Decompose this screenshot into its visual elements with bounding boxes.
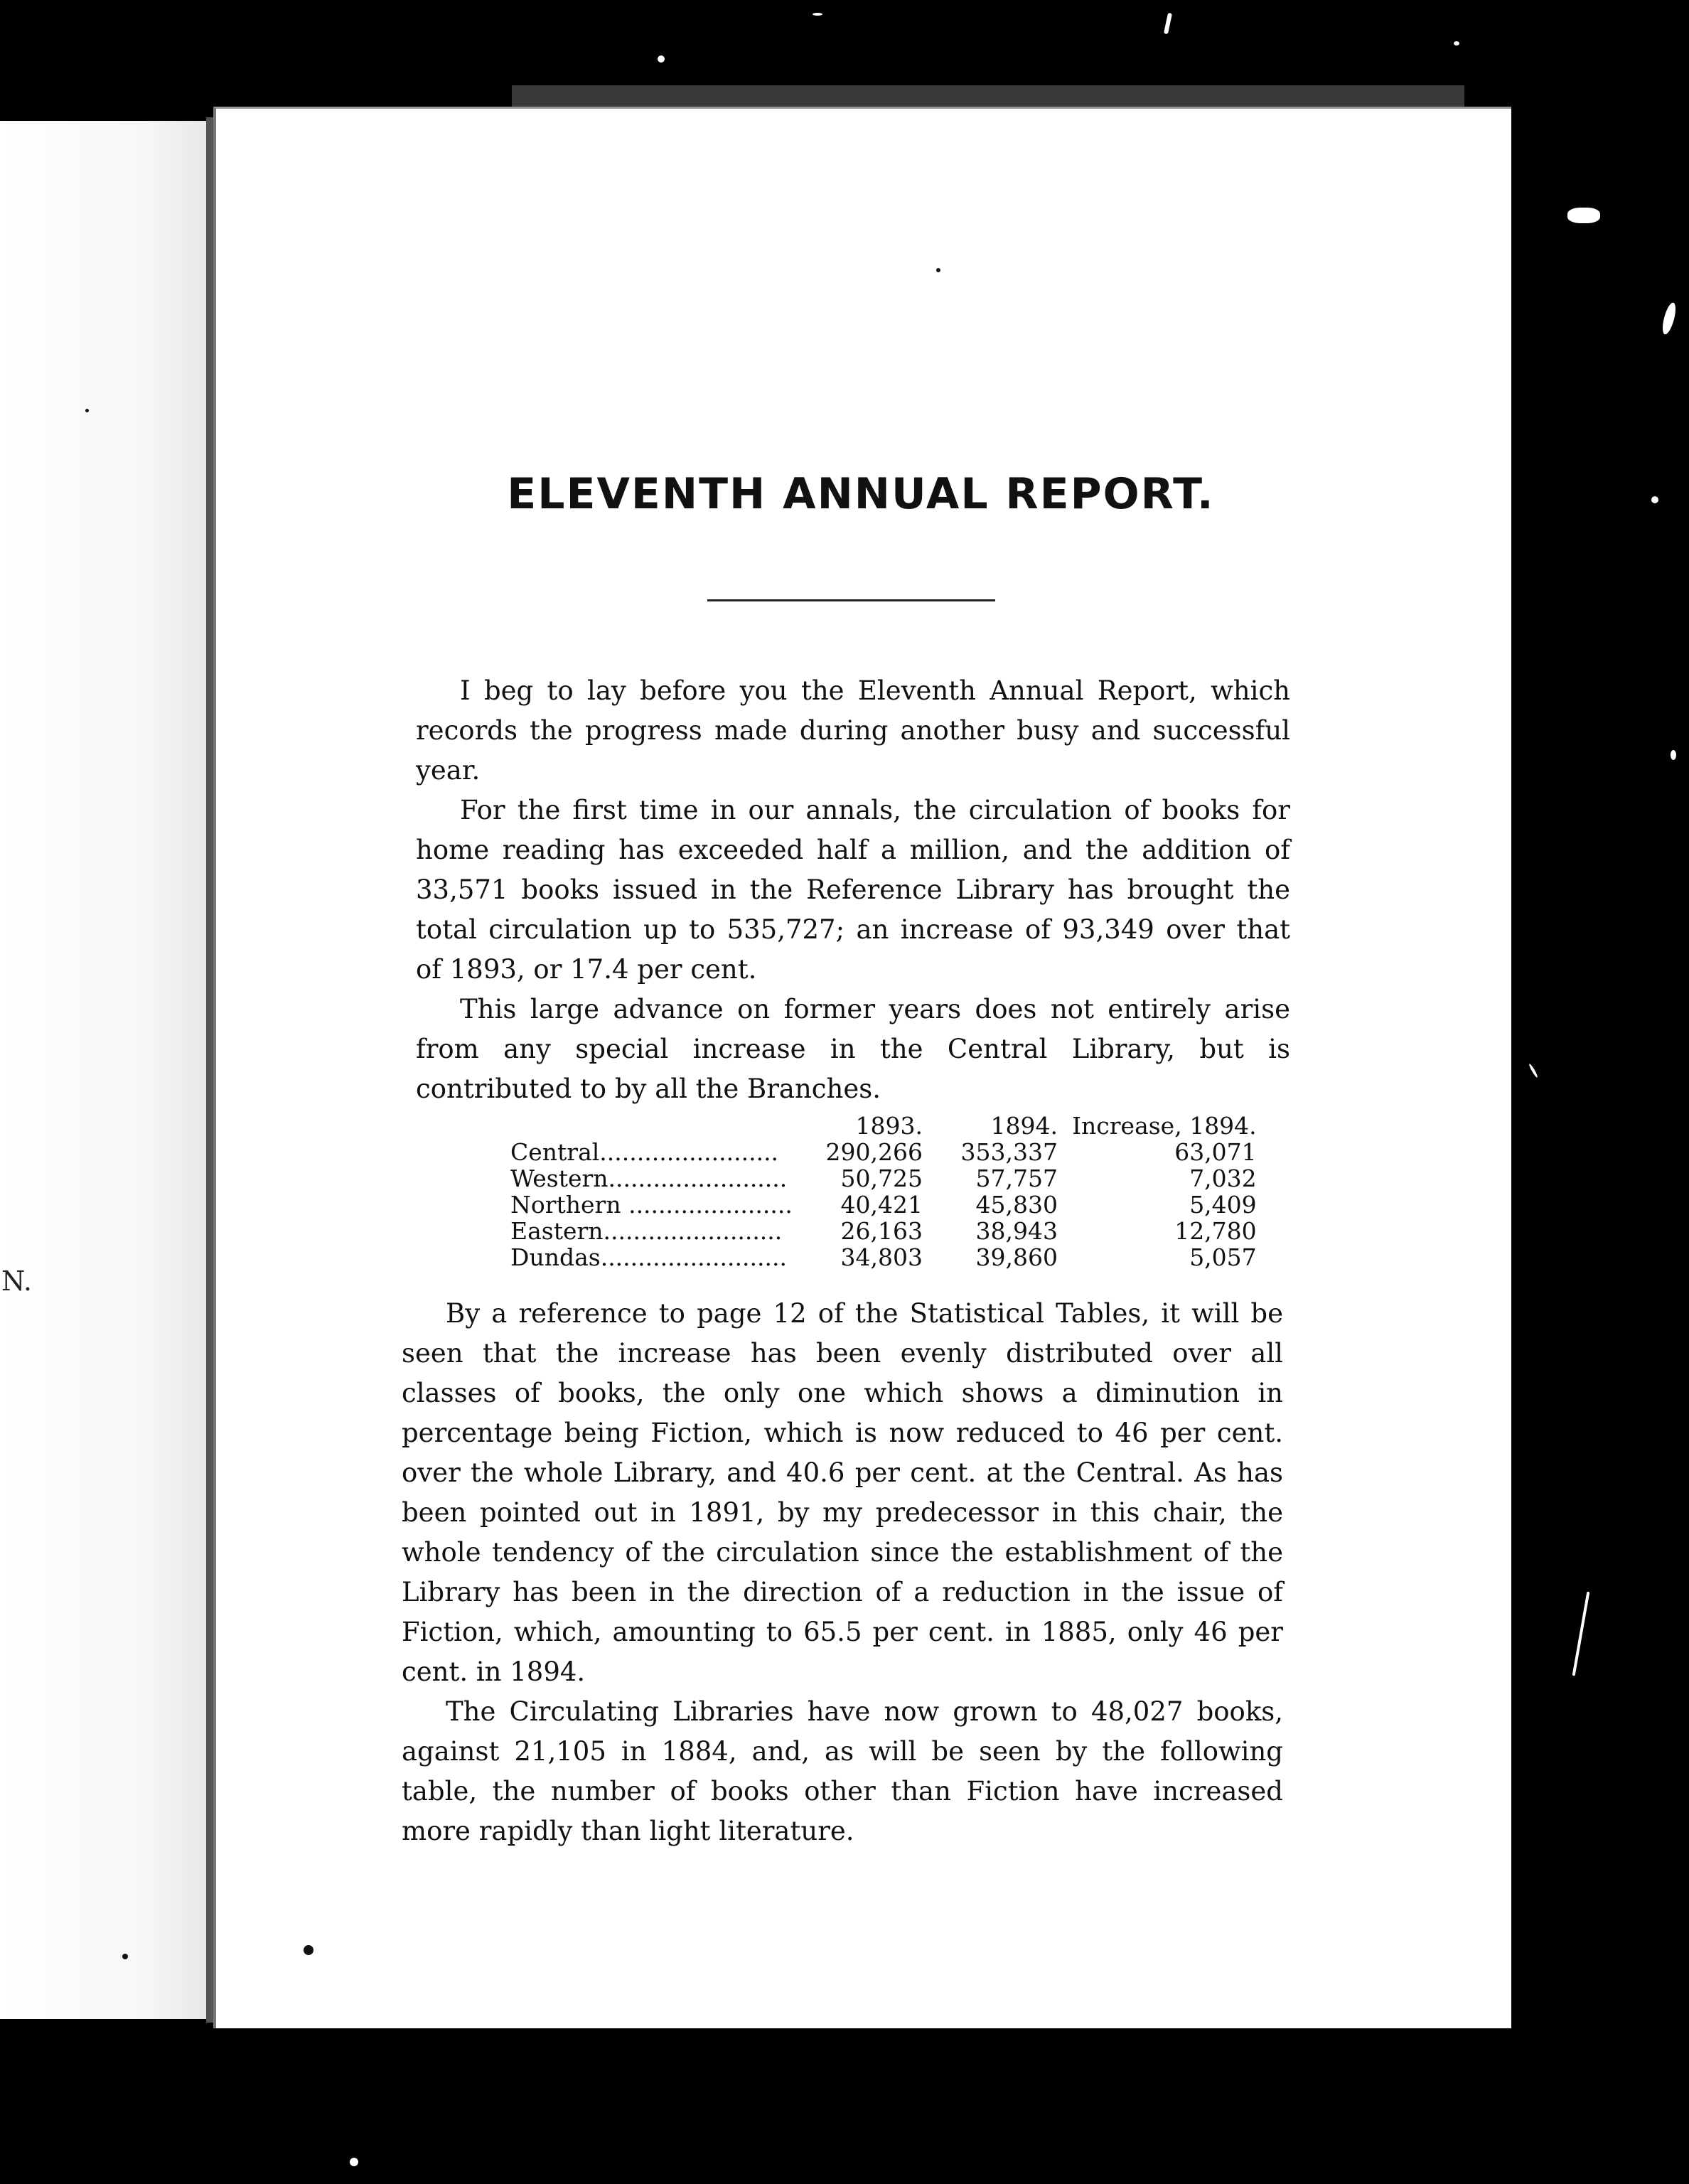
scan-speck xyxy=(1651,496,1658,503)
left-page xyxy=(0,121,206,2019)
branch-name: Dundas......................... xyxy=(510,1243,787,1271)
value-1893: 50,725 xyxy=(840,1165,923,1192)
scan-speck xyxy=(1660,301,1678,336)
branch-name: Eastern........................ xyxy=(510,1217,783,1245)
table-header-row xyxy=(510,1113,1257,1139)
value-increase: 12,780 xyxy=(1174,1217,1257,1245)
branch-circulation-table xyxy=(510,1113,1257,1270)
scan-speck xyxy=(1671,750,1676,760)
title-rule xyxy=(707,599,995,601)
scan-speck xyxy=(658,55,665,63)
page-speck xyxy=(122,1954,128,1959)
page-speck xyxy=(304,1945,313,1955)
paragraph-intro: I beg to lay before you the Eleventh Annual Report, which records the progress made during another busy and successful year. xyxy=(416,675,1290,786)
scan-speck xyxy=(1528,1063,1538,1078)
value-1894: 39,860 xyxy=(975,1243,1058,1271)
left-page-edge-text: N. xyxy=(1,1265,32,1297)
header-branch xyxy=(510,1113,816,1139)
paragraph-circulation: For the first time in our annals, the circulation of books for home reading has exceeded half a million, and the addition of 33,571 books issued in the Reference Library has brought the total circulation up to 535,727; an increase of 93,349 over that of 1893, or 17.4 per cent. xyxy=(416,795,1290,985)
scan-speck xyxy=(1567,208,1600,223)
header-1893: 1893. xyxy=(855,1112,923,1140)
branch-name: Northern ...................... xyxy=(510,1191,793,1219)
scan-speck xyxy=(1454,41,1459,46)
page-speck xyxy=(85,409,89,412)
value-increase: 5,409 xyxy=(1189,1191,1257,1219)
value-increase: 5,057 xyxy=(1189,1243,1257,1271)
header-increase: Increase, 1894. xyxy=(1072,1112,1257,1140)
scan-speck xyxy=(1572,1592,1590,1676)
book-gutter xyxy=(206,117,213,2023)
table-row xyxy=(510,1139,1257,1165)
intro-paragraphs xyxy=(416,671,1290,1109)
branch-name: Western........................ xyxy=(510,1165,788,1192)
scan-speck xyxy=(813,13,822,16)
paragraph-fiction: By a reference to page 12 of the Statistical Tables, it will be seen that the increase has been evenly distributed over all classes of books, the only one which shows a diminution in percentage being Fiction, which is now reduced to 46 per cent. over the whole Library, and 40.6 per cent. at the Central. As has been pointed out in 1891, by my predecessor in this chair, the whole tendency of the circulation since the establishment of the Library has been in the direction of a reduction in the issue of Fiction, which, amounting to 65.5 per cent. in 1885, only 46 per cent. in 1894. xyxy=(402,1298,1283,1687)
closing-paragraphs xyxy=(402,1294,1283,1851)
value-1894: 45,830 xyxy=(975,1191,1058,1219)
header-1894: 1894. xyxy=(990,1112,1058,1140)
table-row xyxy=(510,1165,1257,1192)
value-1893: 290,266 xyxy=(825,1138,923,1166)
paragraph-circulating-libraries: The Circulating Libraries have now grown to 48,027 books, against 21,105 in 1884, and, as will be seen by the following table, the number of books other than Fiction have increased more rapidly than light literature. xyxy=(402,1696,1283,1846)
page-speck xyxy=(936,268,940,272)
value-increase: 63,071 xyxy=(1174,1138,1257,1166)
value-increase: 7,032 xyxy=(1189,1165,1257,1192)
value-1894: 57,757 xyxy=(975,1165,1058,1192)
table-row xyxy=(510,1192,1257,1218)
value-1893: 26,163 xyxy=(840,1217,923,1245)
value-1893: 40,421 xyxy=(840,1191,923,1219)
value-1893: 34,803 xyxy=(840,1243,923,1271)
branch-name: Central........................ xyxy=(510,1138,779,1166)
value-1894: 353,337 xyxy=(960,1138,1058,1166)
scan-speck xyxy=(350,2158,358,2166)
table-row xyxy=(510,1218,1257,1244)
report-title: ELEVENTH ANNUAL REPORT. xyxy=(507,469,1215,519)
value-1894: 38,943 xyxy=(975,1217,1058,1245)
scan-speck xyxy=(1164,13,1172,35)
table-row xyxy=(510,1244,1257,1270)
paragraph-branches: This large advance on former years does not entirely arise from any special increase in the Central Library, but is contributed to by all the Branches. xyxy=(416,994,1290,1104)
